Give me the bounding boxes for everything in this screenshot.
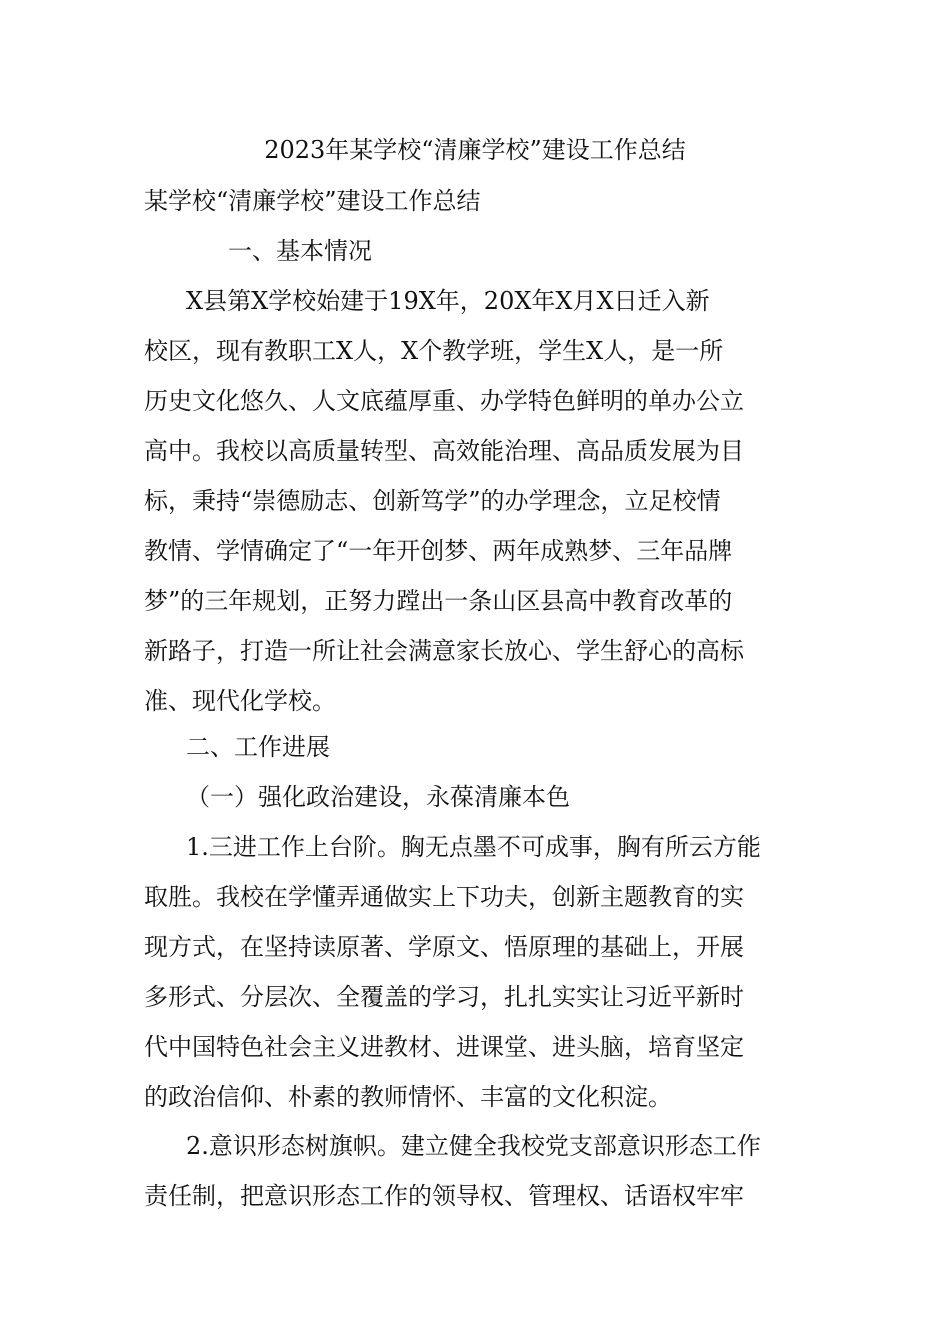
section-heading-basic-situation: 一、基本情况 xyxy=(228,237,372,265)
paragraph-basic-situation xyxy=(144,276,807,726)
paragraph-line: 梦”的三年规划，正努力蹚出一条山区县高中教育改革的 xyxy=(144,587,733,615)
paragraph-line: 准、现代化学校。 xyxy=(144,687,336,715)
document-subtitle: 某学校“清廉学校”建设工作总结 xyxy=(144,187,481,215)
paragraph-line: 历史文化悠久、人文底蕴厚重、办学特色鲜明的单办公立 xyxy=(144,387,744,415)
paragraph-three-entries xyxy=(144,822,807,1122)
paragraph-line: 标，秉持“崇德励志、创新笃学”的办学理念，立足校情 xyxy=(144,487,721,515)
paragraph-line: 新路子，打造一所让社会满意家长放心、学生舒心的高标 xyxy=(144,637,744,665)
paragraph-line: 校区，现有教职工X人，X个教学班，学生X人，是一所 xyxy=(144,337,724,365)
paragraph-line: 责任制，把意识形态工作的领导权、管理权、话语权牢牢 xyxy=(144,1182,744,1210)
paragraph-line: 取胜。我校在学懂弄通做实上下功夫，创新主题教育的实 xyxy=(144,883,744,911)
paragraph-ideology xyxy=(144,1121,807,1221)
paragraph-line: 2.意识形态树旗帜。建立健全我校党支部意识形态工作 xyxy=(186,1132,761,1160)
document-title: 2023年某学校“清廉学校”建设工作总结 xyxy=(264,136,686,164)
paragraph-line: 的政治信仰、朴素的教师情怀、丰富的文化积淀。 xyxy=(144,1083,672,1111)
paragraph-line: 高中。我校以高质量转型、高效能治理、高品质发展为目 xyxy=(144,437,744,465)
paragraph-line: 教情、学情确定了“一年开创梦、两年成熟梦、三年品牌 xyxy=(144,537,733,565)
paragraph-line: X县第X学校始建于19X年，20X年X月X日迁入新 xyxy=(186,287,710,315)
paragraph-line: 现方式，在坚持读原著、学原文、悟原理的基础上，开展 xyxy=(144,933,744,961)
subsection-heading-political-construction: （一）强化政治建设，永葆清廉本色 xyxy=(186,783,570,811)
paragraph-line: 多形式、分层次、全覆盖的学习，扎扎实实让习近平新时 xyxy=(144,983,744,1011)
paragraph-line: 代中国特色社会主义进教材、进课堂、进头脑，培育坚定 xyxy=(144,1033,744,1061)
section-heading-work-progress: 二、工作进展 xyxy=(186,733,330,761)
paragraph-line: 1.三进工作上台阶。胸无点墨不可成事，胸有所云方能 xyxy=(186,833,761,861)
